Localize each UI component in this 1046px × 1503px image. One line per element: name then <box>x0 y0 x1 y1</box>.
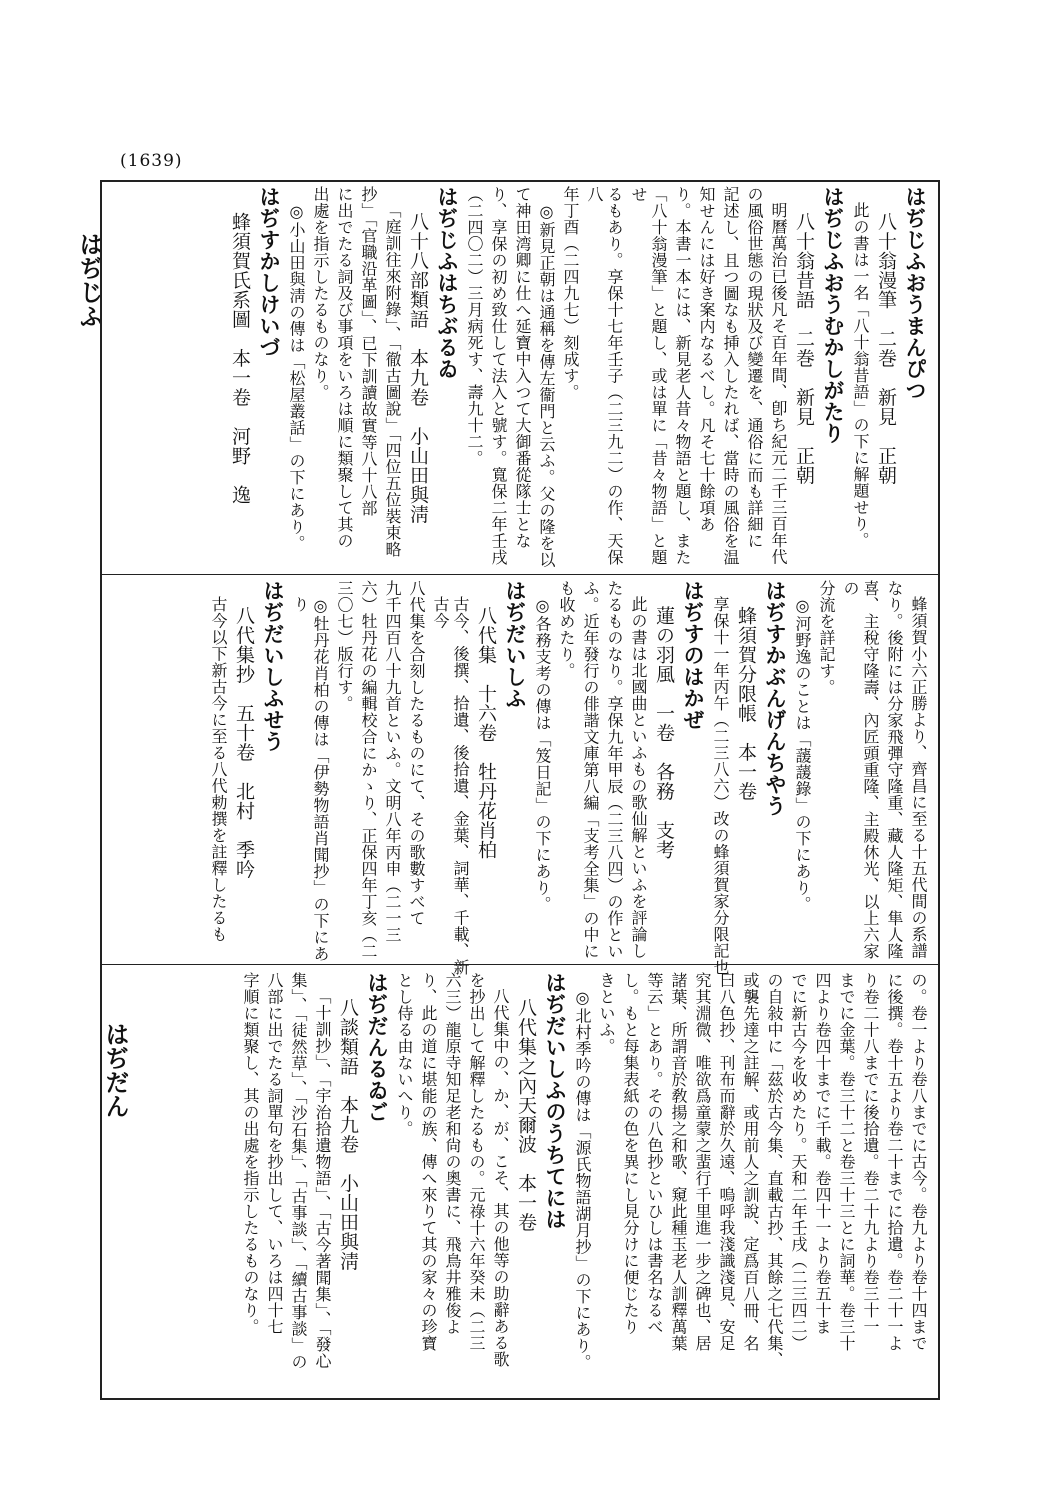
text-column: るもあり。享保十七年壬子（二三九二）の作、天保八 <box>585 186 624 566</box>
text-column: ふ。近年發行の俳諧文庫第八編「支考全集」の中に <box>581 580 600 960</box>
text-column: 八代集中の、か、が、こそ、其の他等の助辭ある歌 <box>491 988 510 1368</box>
text-column: の自敍中に「茲於古今集、直載古抄、其餘之七代集、 <box>765 972 784 1368</box>
text-column: 古今、後撰、拾遺、後拾遺、金葉、詞華、千載、新古今 <box>431 596 470 976</box>
text-column: 集」、「徒然草」、「沙石集」、「古事談」、「續古事談」の <box>289 972 308 1370</box>
text-column: 究其淵微、唯欲爲童蒙之蜚行千里進一步之碑也、居 <box>693 972 712 1352</box>
text-column: 此の書は一名「八十翁昔語」の下に解題せり。 <box>851 202 870 549</box>
text-column: 四より卷四十までに千載。卷四十一より卷五十ま <box>813 972 832 1335</box>
text-column: 出處を指示したるものなり。 <box>311 186 330 401</box>
entry-title: 八代集 十六卷 牡丹花肖柏 <box>475 606 497 860</box>
side-header-top: はぢじふ <box>75 232 104 328</box>
text-column: 年丁酉（二四九七）刻成す。 <box>561 186 580 401</box>
entry-title: 八十八部類語 本九卷 小山田與淸 <box>407 212 429 524</box>
text-column: 六）牡丹花の編輯校合にかゝり、正保四年丁亥（二 <box>359 580 378 960</box>
text-column: の風俗世態の現狀及び變遷を、通俗に而も詳細に <box>745 186 764 549</box>
entry-title: 蜂須賀氏系圖 本一卷 河野 逸 <box>229 212 251 505</box>
entry-title: 八代集之內天爾波 本一卷 <box>515 998 537 1232</box>
entry-heading: はぢだいしふのうちてには <box>543 972 568 1230</box>
entry-title: 八代集抄 五十卷 北村 季吟 <box>233 606 255 879</box>
text-column: 曰八色抄、刊布而辭於久遠、嗚呼我淺識淺見、安足 <box>717 972 736 1352</box>
page-frame <box>100 180 940 1400</box>
text-column: たるものなり。享保九年甲辰（二三八四）の作とい <box>605 580 624 960</box>
entry-heading: はぢだいしふ <box>503 580 528 709</box>
text-column: 字順に類聚し、其の出處を指示したるものなり。 <box>241 972 260 1335</box>
entry-heading: はぢすのはかぜ <box>681 580 706 731</box>
text-column: ◎牡丹花肖柏の傳は「伊勢物語肖聞抄」の下にあり <box>291 596 330 962</box>
text-column: の。卷一より卷八までに古今。卷九より卷十四まで <box>909 972 928 1352</box>
text-column: を抄出して解釋したるもの。元祿十六年癸未（二三 <box>467 972 486 1352</box>
text-column: に後撰。卷十五より卷二十までに拾遺。卷二十一よ <box>885 972 904 1352</box>
text-column: ◎各務支考の傳は「笈日記」の下にあり。 <box>533 596 552 913</box>
entry-title: 蓮の羽風 一卷 各務 支考 <box>653 606 675 860</box>
text-column: 享保十一年丙午（二三八六）改の蜂須賀家分限記也 <box>711 596 730 976</box>
text-column: でに新古今を收めたり。天和二年壬戌（二三四二） <box>789 972 808 1352</box>
text-column: （二四〇二）三月病死す、壽九十二。 <box>465 186 484 467</box>
text-column: 九千四百八十九首といふ。文明八年丙申（二一三 <box>383 580 402 943</box>
text-column: 喜、主稅守隆壽、內匠頭重隆、主殿休光、以上六家の <box>841 580 880 960</box>
entry-heading: はぢじふおうまんぴつ <box>903 186 928 401</box>
text-column: ◎新見正朝は通稱を傳左衞門と云ふ。父の隆を以 <box>537 202 556 568</box>
entry-heading: はぢすかしけいづ <box>257 186 282 358</box>
text-column: 記述し、且つ圖なも挿入したれば、當時の風俗を温 <box>721 186 740 566</box>
entry-title: 八談類語 本九卷 小山田與淸 <box>337 998 359 1271</box>
text-column: 蜂須賀小六正勝より、齊昌に至る十五代間の系譜 <box>909 596 928 959</box>
text-column: 八代集を合刻したるものにて、その歌數すべて <box>407 580 426 927</box>
text-column: 分流を詳記す。 <box>817 580 836 696</box>
block-middle <box>208 580 928 976</box>
text-column: 抄」「官職沿革圖」、已下訓讀故實等八十八部 <box>359 186 378 517</box>
text-column: までに金葉。卷三十二と卷三十三とに詞華。卷三十 <box>837 972 856 1352</box>
text-column: 「八十翁漫筆」と題し、或は單に「昔々物語」と題せ <box>629 186 668 566</box>
text-column: とし侍る由ないへり。 <box>395 972 414 1137</box>
text-column: 明曆萬治已後凡そ百年間、卽ち紀元二千三百年代 <box>769 202 788 565</box>
text-column: 六三）龍原寺知足老和尙の奧書に、飛鳥井雅俊よ <box>443 972 462 1335</box>
text-column: し。もと每集表紙の色を異にし見分けに便じたり <box>621 972 640 1335</box>
text-column: 「十訓抄」、「宇治拾遺物語」、「古今著聞集」、「發心 <box>313 988 332 1369</box>
entry-heading: はぢじふおうむかしがたり <box>821 186 846 444</box>
text-column: 三〇七）版行す。 <box>335 580 354 712</box>
text-column: ◎小山田與淸の傳は「松屋叢話」の下にあり。 <box>287 202 306 552</box>
block-bottom <box>240 972 928 1392</box>
entry-title: 八十翁昔語 二巻 新見 正朝 <box>793 212 815 485</box>
text-column: きといふ。 <box>597 972 616 1055</box>
text-column: なり。後附には分家飛彈守隆重、藏人隆矩、隼人隆 <box>885 580 904 960</box>
text-column: も收めたり。 <box>557 580 576 679</box>
text-column: 諸葉、所謂音於敎揚之和歌、窺此種玉老人訓釋萬葉 <box>669 972 688 1352</box>
text-column: 古今以下新古今に至る八代勅撰を註釋したるも <box>209 596 228 943</box>
text-column: 八部に出でたる詞單句を抄出して、いろは四十七 <box>265 972 284 1335</box>
text-column: ◎河野逸のことは「蘐蘐錄」の下にあり。 <box>793 596 812 913</box>
entry-heading: はぢすかぶんげんちやう <box>763 580 788 817</box>
entry-heading: はぢじふはちぶるゐ <box>435 186 460 380</box>
text-column: 「庭訓往來附錄」、「徹古圖說」「四位五位裝束略 <box>383 202 402 558</box>
entry-heading: はぢだいしふせう <box>261 580 286 752</box>
entry-heading: はぢだんるゐご <box>365 972 390 1123</box>
entry-title: 八十翁漫筆 二巻 新見 正朝 <box>875 212 897 485</box>
text-column: り卷二十八までに後拾遺。卷二十九より卷三十一 <box>861 972 880 1335</box>
text-column: て神田湾卿に仕へ延寶中入つて大御番從隊士とな <box>513 186 532 549</box>
block-top <box>228 186 928 570</box>
text-column: り、此の道に堪能の族、傳へ來りて其の家々の珍寶 <box>419 972 438 1352</box>
page-number: (1639) <box>120 151 183 171</box>
text-column: 知せんには好き案内なるべし。凡そ七十餘項あ <box>697 186 716 533</box>
text-column: 或襲先達之註解、或用前人之訓說、定爲百八冊、名 <box>741 972 760 1352</box>
text-column: り、享保の初め致仕して法入と號す。寬保二年壬戌 <box>489 186 508 566</box>
text-column: 等云」とあり。その八色抄といひしは書名なるべ <box>645 972 664 1335</box>
text-column: ◎北村季吟の傳は「源氏物語湖月抄」の下にあり。 <box>573 988 592 1371</box>
text-column: に出でたる詞及び事項をいろは順に類聚して其の <box>335 186 354 549</box>
entry-title: 蜂須賀分限帳 本一卷 <box>735 606 757 801</box>
text-column: 此の書は北國曲といふもの歌仙解といふを評論し <box>629 596 648 959</box>
side-header-bottom: はぢだん <box>101 1022 130 1118</box>
text-column: り。本書一本には、新見老人昔々物語と題し、また <box>673 186 692 566</box>
